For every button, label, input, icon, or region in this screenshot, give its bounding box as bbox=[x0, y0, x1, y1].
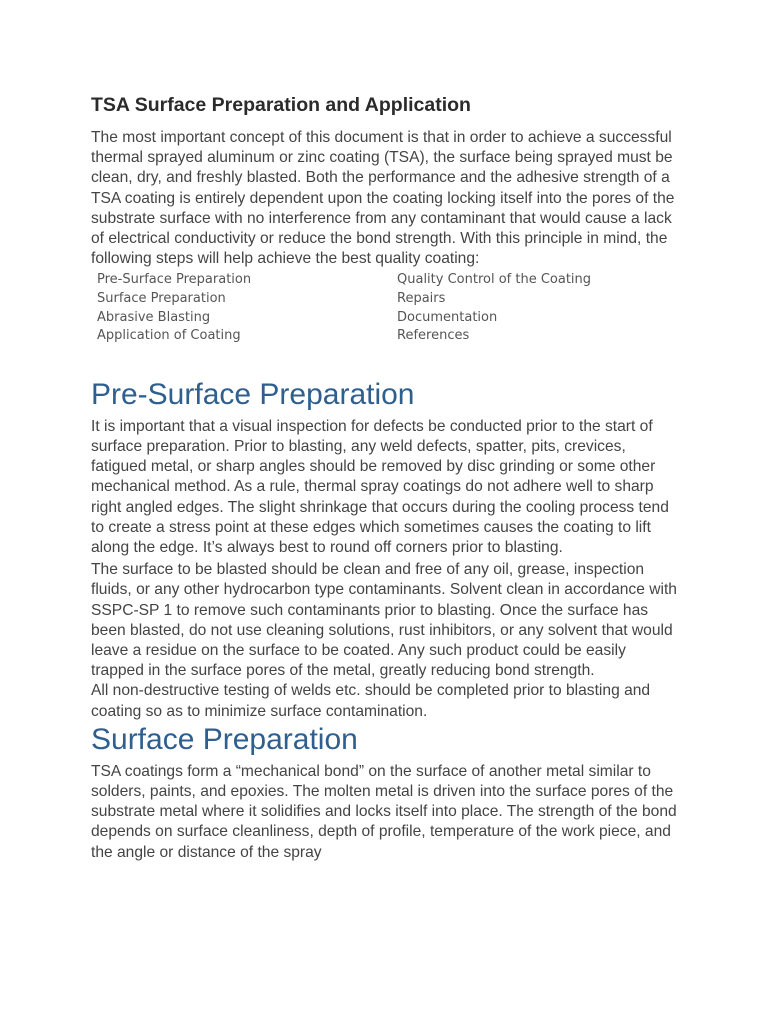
toc-link-pre-surface-preparation[interactable]: Pre-Surface Preparation bbox=[97, 272, 252, 288]
toc-link-references[interactable]: References bbox=[397, 328, 470, 344]
toc-link-application-of-coating[interactable]: Application of Coating bbox=[97, 328, 241, 344]
toc-link-surface-preparation[interactable]: Surface Preparation bbox=[97, 291, 226, 307]
intro-paragraph: The most important concept of this document is that in order to achieve a successful thermal sprayed aluminum or zinc coating (TSA), the surface being sprayed must be clean, dry, and freshly blasted. Both the performance and the adhesive strength of a TSA coating is entirely dependent upon the coating locking itself into the pores of the substrate surface with no interference from any contaminant that would cause a lack of electrical conductivity or reduce the bond strength. With this principle in mind, the following steps will help achieve the best quality coating: bbox=[91, 129, 675, 268]
table-of-contents bbox=[97, 271, 682, 345]
pre-surface-paragraph-3: All non-destructive testing of welds etc. should be completed prior to blasting and coating so as to minimize surface contamination. bbox=[91, 682, 651, 720]
surface-preparation-heading: Surface Preparation bbox=[91, 722, 358, 756]
toc-link-quality-control[interactable]: Quality Control of the Coating bbox=[397, 272, 592, 288]
toc-link-abrasive-blasting[interactable]: Abrasive Blasting bbox=[97, 309, 211, 325]
toc-link-documentation[interactable]: Documentation bbox=[397, 309, 498, 325]
pre-surface-paragraph-2: The surface to be blasted should be clean and free of any oil, grease, inspection fluids, or any other hydrocarbon type contaminants. Solvent clean in accordance with SSPC-SP 1 to remove such contaminants prior to blasting. Once the surface has been blasted, do not use cleaning solutions, rust inhibitors, or any solvent that would leave a residue on the surface to be coated. Any such product could be easily trapped in the surface pores of the metal, greatly reducing bond strength. bbox=[91, 561, 677, 680]
pre-surface-preparation-heading: Pre-Surface Preparation bbox=[91, 377, 415, 411]
pre-surface-paragraph-1: It is important that a visual inspection for defects be conducted prior to the start of surface preparation. Prior to blasting, any weld defects, spatter, pits, crevices, fatigued metal, or sharp angles should be removed by disc grinding or some other mechanical method. As a rule, thermal spray coatings do not adhere well to sharp right angled edges. The slight shrinkage that occurs during the cooling process tend to create a stress point at these edges which sometimes causes the coating to lift along the edge. It’s always best to round off corners prior to blasting. bbox=[91, 417, 669, 557]
document-title: TSA Surface Preparation and Application bbox=[91, 94, 471, 116]
surface-preparation-paragraph-1: TSA coatings form a “mechanical bond” on the surface of another metal similar to solders, paints, and epoxies. The molten metal is driven into the surface pores of the substrate metal where it solidifies and locks itself into place. The strength of the bond depends on surface cleanliness, depth of profile, temperature of the work piece, and the angle or distance of the spray bbox=[91, 762, 677, 861]
toc-link-repairs[interactable]: Repairs bbox=[397, 291, 446, 307]
